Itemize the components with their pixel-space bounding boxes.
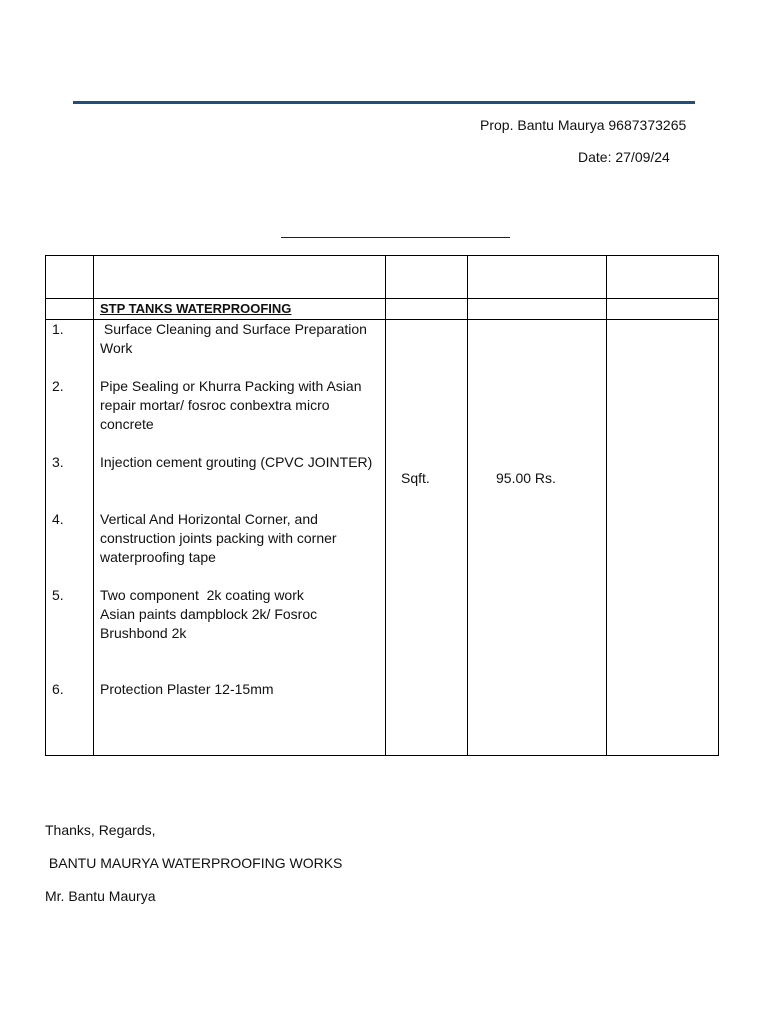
item-line: Asian paints dampblock 2k/ Fosroc [100,606,318,622]
section-title: STP TANKS WATERPROOFING [94,299,386,320]
item-descriptions-cell [94,320,386,756]
header-cell [607,256,719,299]
list-item [100,586,380,643]
item-number: 1. [52,321,64,337]
item-line: Protection Plaster 12-15mm [100,681,274,697]
section-amount-cell [607,299,719,320]
items-row [46,320,719,756]
list-item [100,680,380,699]
item-line: Vertical And Horizontal Corner, and [100,511,318,527]
rate-value: 95.00 Rs. [496,470,556,486]
closing-signatory: Mr. Bantu Maurya [45,888,156,904]
item-number: 5. [52,587,64,603]
header-cell [94,256,386,299]
list-item [100,510,380,567]
list-item [100,320,380,358]
table-header-row [46,256,719,299]
list-item [100,377,380,434]
header-cell [46,256,94,299]
item-line: Work [100,340,133,356]
date-line: Date: 27/09/24 [578,149,670,165]
item-line: repair mortar/ fosroc conbextra micro [100,397,330,413]
item-line: waterproofing tape [100,549,216,565]
section-unit-cell [386,299,468,320]
item-line: Two component 2k coating work [100,587,304,603]
section-number-cell [46,299,94,320]
item-line: Brushbond 2k [100,625,187,641]
closing-thanks: Thanks, Regards, [45,822,156,838]
item-line: Surface Cleaning and Surface Preparation [100,321,367,337]
header-cell [468,256,607,299]
item-line: construction joints packing with corner [100,530,337,546]
item-number: 4. [52,511,64,527]
proprietor-line: Prop. Bantu Maurya 9687373265 [480,117,687,133]
item-numbers-cell [46,320,94,756]
list-item [100,453,380,472]
item-number: 6. [52,681,64,697]
item-line: Pipe Sealing or Khurra Packing with Asian [100,378,362,394]
item-line: Injection cement grouting (CPVC JOINTER) [100,454,373,470]
title-underline [281,237,510,238]
amount-cell [607,320,719,756]
header-cell [386,256,468,299]
header-rule [73,101,695,104]
section-rate-cell [468,299,607,320]
quotation-table [45,255,719,756]
section-row [46,299,719,320]
unit-cell [386,320,468,756]
item-number: 3. [52,454,64,470]
rate-cell [468,320,607,756]
item-number: 2. [52,378,64,394]
closing-company: BANTU MAURYA WATERPROOFING WORKS [45,855,343,871]
unit-value: Sqft. [401,470,430,486]
item-line: concrete [100,416,154,432]
